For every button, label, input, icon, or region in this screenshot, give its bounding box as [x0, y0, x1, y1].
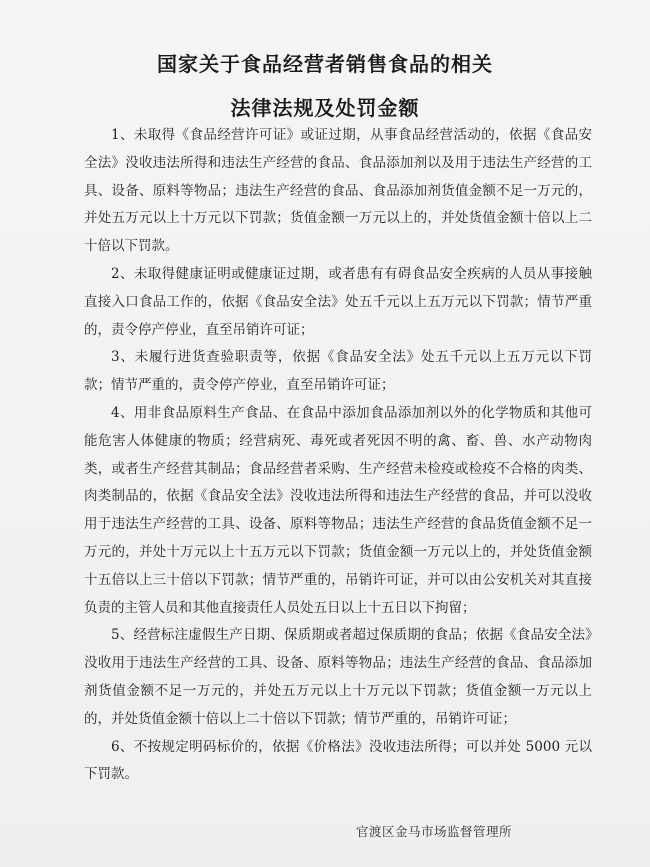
paragraph-1: 1、未取得《食品经营许可证》或证过期，从事食品经营活动的，依据《食品安全法》没收违法所得和违法生产经营的食品、食品添加剂以及用于违法生产经营的工具、设备、原料等物品；违法生产经营的食品、食品添加剂货值金额不足一万元的，并处五万元以上十万元以下罚款；货值金额一万元以上的，并处货值金额十倍以上二十倍以下罚款。 — [84, 127, 592, 255]
paragraph-2: 2、未取得健康证明或健康证过期，或者患有有碍食品安全疾病的人员从事接触直接入口食品工作的，依据《食品安全法》处五千元以上五万元以下罚款；情节严重的，责令停产停业，直至吊销许可证； — [84, 265, 592, 338]
paragraph-5: 5、经营标注虚假生产日期、保质期或者超过保质期的食品；依据《食品安全法》没收用于违法生产经营的工具、设备、原料等物品；违法生产经营的食品、食品添加剂货值金额不足一万元的，并处五万元以上十万元以下罚款；货值金额一万元以上的，并处货值金额十倍以上二十倍以下罚款；情节严重的，吊销许可证； — [84, 627, 592, 727]
signature: 官渡区金马市场监督管理所 — [355, 824, 512, 839]
paragraph-4: 4、用非食品原料生产食品、在食品中添加食品添加剂以外的化学物质和其他可能危害人体健康的物质；经营病死、毒死或者死因不明的禽、畜、兽、水产动物肉类，或者生产经营其制品；食品经营者采购、生产经营未检疫或检疫不合格的肉类、肉类制品的，依据《食品安全法》没收违法所得和违法生产经营的食品，并可以没收用于违法生产经营的工具、设备、原料等物品；违法生产经营的食品货值金额不足一万元的，并处十万元以上十五万元以下罚款；货值金额一万元以上的，并处货值金额十五倍以上三十倍以下罚款；情节严重的，吊销许可证，并可以由公安机关对其直接负责的主管人员和其他直接责任人员处五日以上十五日以下拘留； — [84, 404, 592, 616]
document-title-line-2: 法律法规及处罚金额 — [230, 96, 420, 120]
document-title-line-1: 国家关于食品经营者销售食品的相关 — [157, 52, 493, 76]
paragraph-6: 6、不按规定明码标价的，依据《价格法》没收违法所得；可以并处 5000 元以下罚款。 — [84, 738, 592, 783]
paragraph-3: 3、未履行进货查验职责等，依据《食品安全法》处五千元以上五万元以下罚款；情节严重的，责令停产停业，直至吊销许可证； — [84, 349, 592, 394]
document-body — [84, 122, 592, 789]
